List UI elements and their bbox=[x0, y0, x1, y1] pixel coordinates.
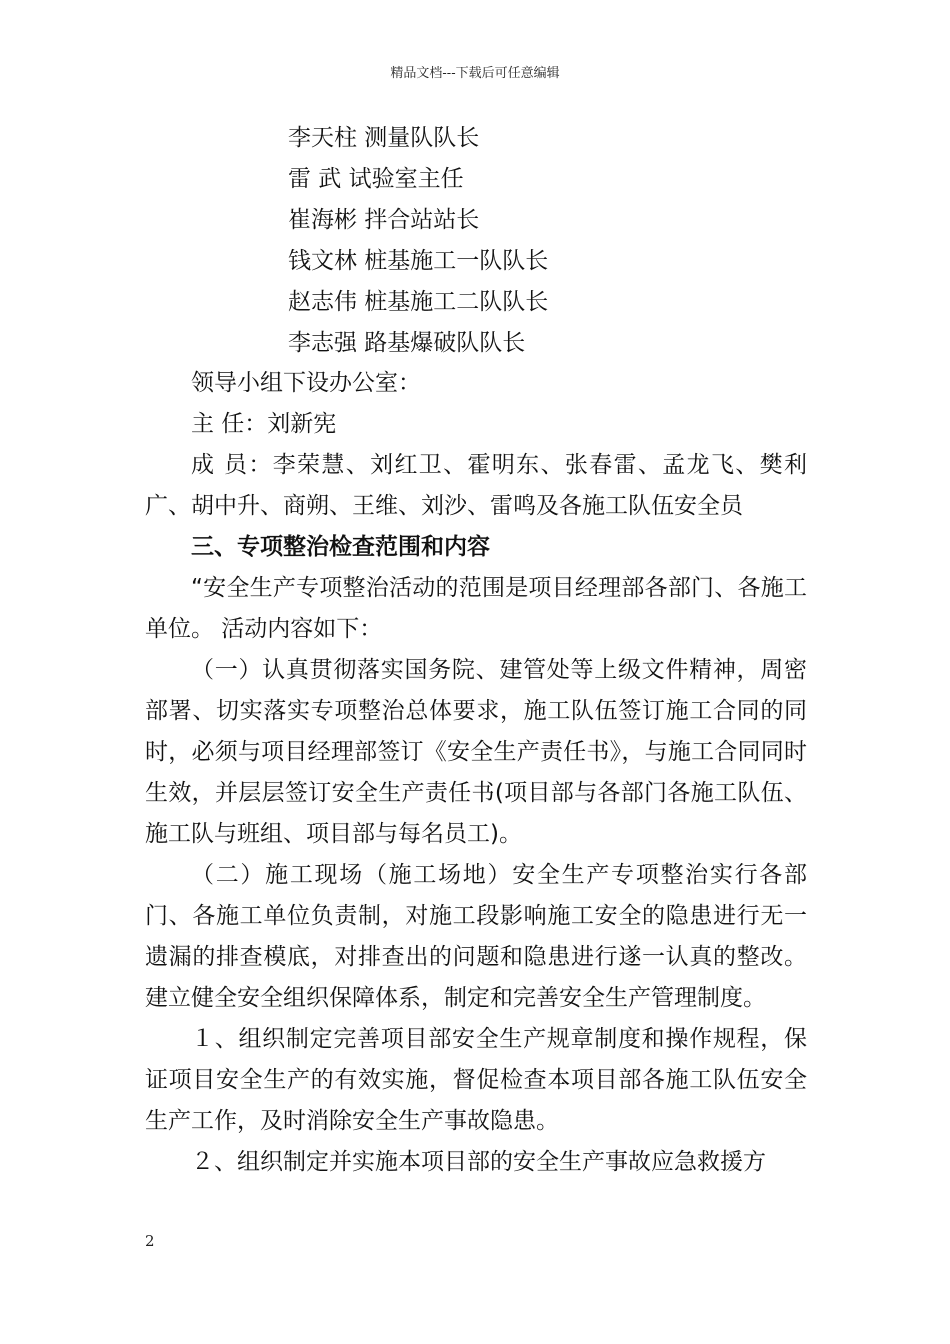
roster-line: 李天柱 测量队队长 bbox=[288, 125, 480, 151]
page-header: 精品文档---下载后可任意编辑 bbox=[390, 66, 560, 81]
body-text bbox=[145, 363, 807, 1183]
paragraph-item-2: （二）施工现场（施工场地）安全生产专项整治实行各部门、各施工单位负责制，对施工段影响施工安全的隐患进行无一遗漏的排查模底，对排查出的问题和隐患进行遂一认真的整改。建立健全安全组织保障体系，制定和完善安全生产管理制度。 bbox=[145, 862, 807, 1011]
office-director: 主 任：刘新宪 bbox=[191, 411, 337, 437]
paragraph-scope: “安全生产专项整治活动的范围是项目经理部各部门、各施工单位。 活动内容如下： bbox=[145, 575, 807, 642]
paragraph-point-1: １、组织制定完善项目部安全生产规章制度和操作规程，保证项目安全生产的有效实施，督促检查本项目部各施工队伍安全生产工作，及时消除安全生产事故隐患。 bbox=[145, 1026, 807, 1134]
roster-line: 雷 武 试验室主任 bbox=[288, 166, 464, 192]
roster-line: 李志强 路基爆破队队长 bbox=[288, 330, 526, 356]
roster-line: 钱文林 桩基施工一队队长 bbox=[288, 248, 549, 274]
paragraph-item-1: （一）认真贯彻落实国务院、建管处等上级文件精神，周密部署、切实落实专项整治总体要求，施工队伍签订施工合同的同时，必须与项目经理部签订《安全生产责任书》，与施工合同同时生效，并层层签订安全生产责任书(项目部与各部门各施工队伍、施工队与班组、项目部与每名员工)。 bbox=[145, 657, 807, 847]
roster-line: 崔海彬 拌合站站长 bbox=[288, 207, 480, 233]
roster-line: 赵志伟 桩基施工二队队长 bbox=[288, 289, 549, 315]
section-heading: 三、专项整治检查范围和内容 bbox=[191, 534, 490, 560]
paragraph-point-2: ２、组织制定并实施本项目部的安全生产事故应急救援方 bbox=[191, 1149, 766, 1175]
office-intro: 领导小组下设办公室： bbox=[191, 370, 421, 396]
office-members: 成 员：李荣慧、刘红卫、霍明东、张春雷、孟龙飞、樊利广、胡中升、商朔、王维、刘沙、雷鸣及各施工队伍安全员 bbox=[145, 452, 807, 519]
page-number: 2 bbox=[145, 1232, 155, 1250]
leadership-roster bbox=[288, 118, 808, 364]
